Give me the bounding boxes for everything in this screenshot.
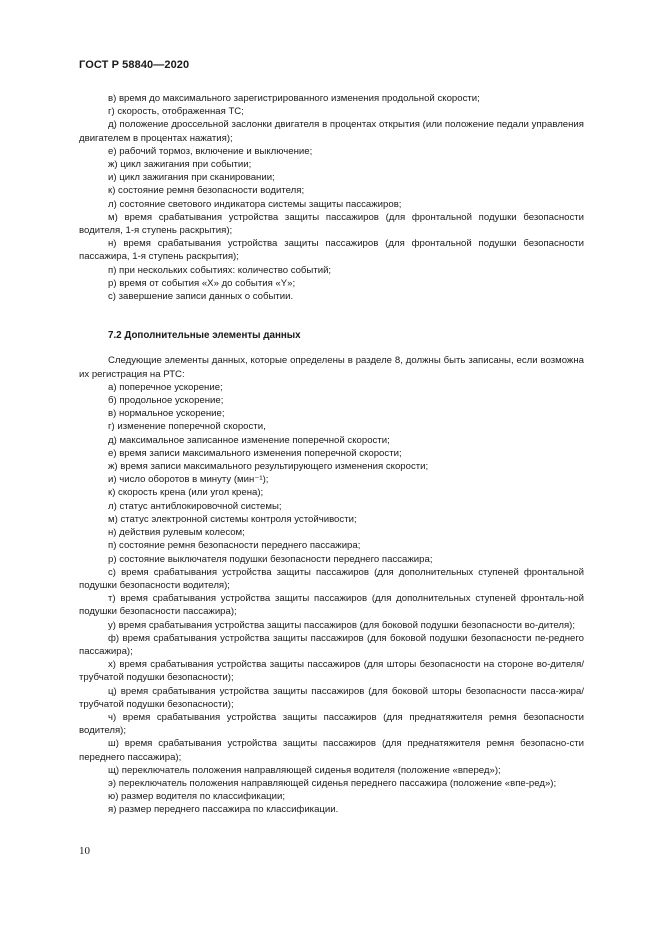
list-item: ж) цикл зажигания при событии; [108, 159, 252, 171]
list-item: р) время от события «X» до события «Y»; [108, 277, 296, 289]
list-item: щ) переключатель положения направляющей сиденья водителя (положение «вперед»); [108, 764, 501, 776]
standard-header: ГОСТ Р 58840—2020 [79, 59, 190, 71]
list-item: м) время срабатывания устройства защиты пассажиров (для фронтальной подушки безопасности водителя, 1-я ступень раскрытия); [79, 211, 584, 237]
list-item: э) переключатель положения направляющей сиденья переднего пассажира (положение «впе-ред»); [108, 777, 557, 789]
list-item: в) нормальное ускорение; [108, 408, 225, 420]
page-number: 10 [79, 845, 90, 857]
list-item: а) поперечное ускорение; [108, 381, 223, 393]
list-item: н) действия рулевым колесом; [108, 527, 245, 539]
list-item: ф) время срабатывания устройства защиты пассажиров (для боковой подушки безопасности пе-реднего пассажира); [79, 632, 584, 657]
list-item: м) статус электронной системы контроля устойчивости; [108, 513, 357, 525]
additional-data-elements-list [79, 381, 584, 817]
list-item: ш) время срабатывания устройства защиты пассажиров (для преднатяжителя ремня безопасно-сти переднего пассажира); [79, 738, 584, 763]
list-item: е) рабочий тормоз, включение и выключение; [108, 145, 313, 157]
list-item: б) продольное ускорение; [108, 395, 224, 407]
list-item: л) статус антиблокировочной системы; [108, 500, 282, 512]
list-item: л) состояние светового индикатора системы защиты пассажиров; [108, 198, 402, 210]
list-item: х) время срабатывания устройства защиты пассажиров (для шторы безопасности на стороне во-дителя/трубчатой подушки безопасности); [79, 659, 584, 684]
data-elements-list [79, 92, 584, 303]
list-item: и) цикл зажигания при сканировании; [108, 172, 275, 184]
list-item: г) изменение поперечной скорости, [108, 421, 266, 433]
list-item: г) скорость, отображенная ТС; [108, 106, 244, 118]
list-item: к) скорость крена (или угол крена); [108, 487, 264, 499]
list-item: ц) время срабатывания устройства защиты пассажиров (для боковой шторы безопасности пасса-жира/трубчатой подушки безопасности); [79, 685, 584, 710]
list-item: п) состояние ремня безопасности переднего пассажира; [108, 540, 361, 552]
list-item: с) время срабатывания устройства защиты пассажиров (для дополнительных ступеней фронтальной подушки безопасности водителя); [79, 566, 584, 591]
list-item: п) при нескольких событиях: количество событий; [108, 264, 332, 276]
list-item: с) завершение записи данных о событии. [108, 291, 294, 303]
list-item: т) время срабатывания устройства защиты пассажиров (для дополнительных ступеней фронталь-ной подушки безопасности пассажира); [79, 593, 584, 618]
section-title: 7.2 Дополнительные элементы данных [108, 330, 301, 342]
list-item: ю) размер водителя по классификации; [108, 791, 286, 803]
list-item: у) время срабатывания устройства защиты пассажиров (для боковой подушки безопасности во-дителя); [108, 619, 576, 631]
list-item: н) время срабатывания устройства защиты пассажиров (для фронтальной подушки безопасности пассажира, 1-я ступень раскрытия); [79, 238, 584, 263]
list-item: е) время записи максимального изменения поперечной скорости; [108, 447, 402, 459]
section-intro: Следующие элементы данных, которые определены в разделе 8, должны быть записаны, если возможна их регистрация на РТС: [79, 355, 584, 380]
list-item: р) состояние выключателя подушки безопасности переднего пассажира; [108, 553, 433, 565]
list-item: и) число оборотов в минуту (мин⁻¹); [108, 474, 269, 486]
list-item: ж) время записи максимального результирующего изменения скорости; [108, 461, 429, 473]
list-item: д) положение дроссельной заслонки двигателя в процентах открытия (или положение педали управления двигателем в процентах нажатия); [79, 119, 584, 144]
list-item: в) время до максимального зарегистрированного изменения продольной скорости; [108, 93, 480, 104]
list-item: к) состояние ремня безопасности водителя; [108, 185, 305, 197]
list-item: ч) время срабатывания устройства защиты пассажиров (для преднатяжителя ремня безопасности водителя); [79, 711, 584, 737]
document-body [79, 92, 584, 817]
list-item: я) размер переднего пассажира по классификации. [108, 804, 339, 816]
list-item: д) максимальное записанное изменение поперечной скорости; [108, 434, 390, 446]
